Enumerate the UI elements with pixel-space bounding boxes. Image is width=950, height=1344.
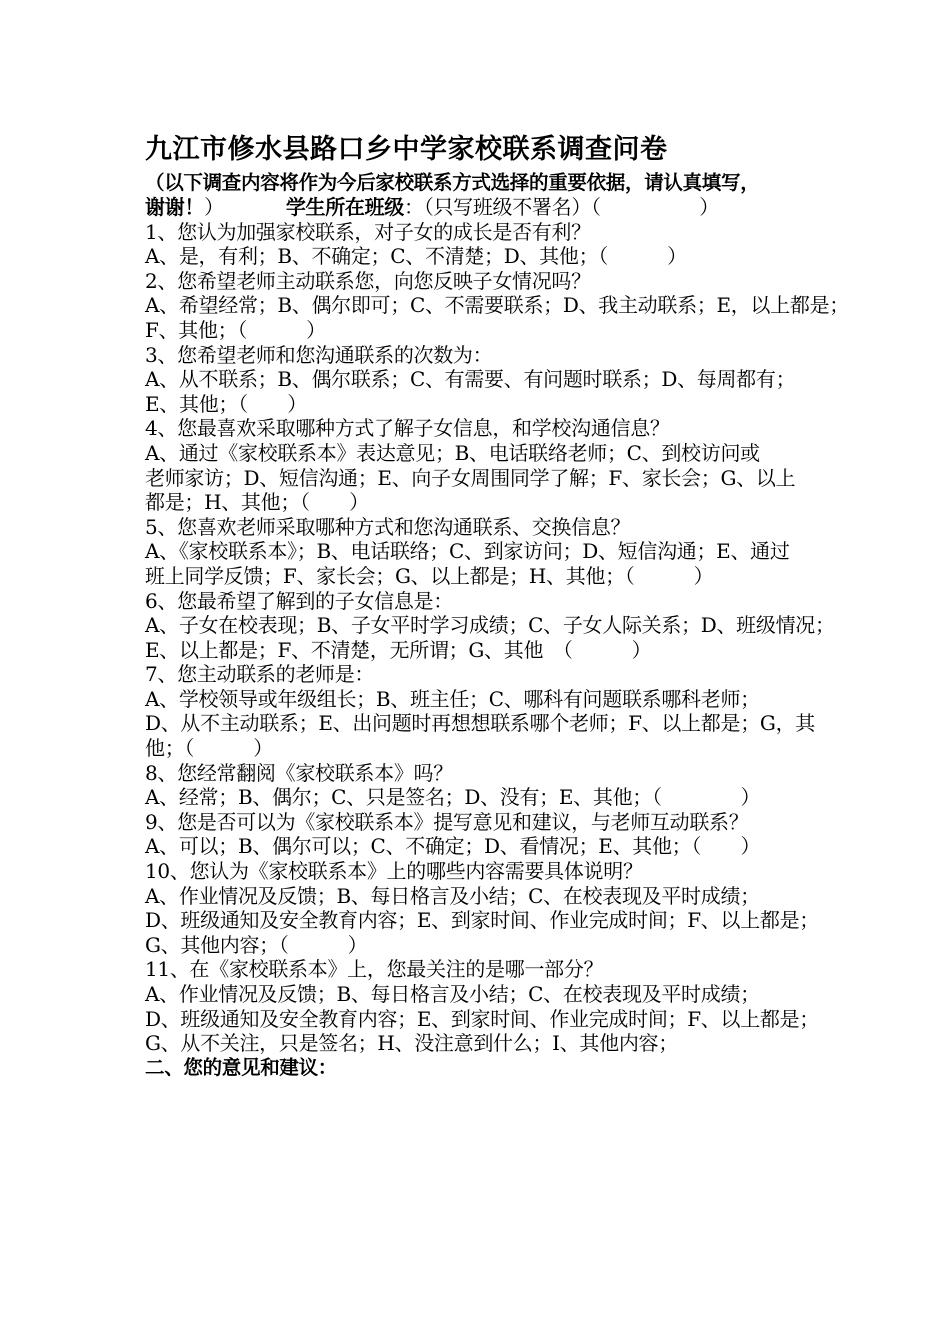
answer-options: G、其他内容；（ ） xyxy=(145,932,368,957)
section-2-heading: 二、您的意见和建议： xyxy=(145,1055,338,1079)
answer-options: 他；（ ） xyxy=(145,736,273,761)
page-title: 九江市修水县路口乡中学家校联系调查问卷 xyxy=(145,134,668,165)
answer-options: A、通过《家校联系本》表达意见；B、电话联络老师；C、到校访问或 xyxy=(145,440,760,465)
question-text: 5、您喜欢老师采取哪种方式和您沟通联系、交换信息？ xyxy=(145,514,631,539)
answer-options: A、是，有利；B、不确定；C、不清楚；D、其他；（ ） xyxy=(145,244,687,269)
answer-options: A、子女在校表现；B、子女平时学习成绩；C、子女人际关系；D、班级情况； xyxy=(145,613,835,638)
question-text: 11、在《家校联系本》上，您最关注的是哪一部分？ xyxy=(145,957,604,982)
answer-options: A、《家校联系本》；B、电话联络；C、到家访问；D、短信沟通；E、通过 xyxy=(145,539,790,564)
question-text: 7、您主动联系的老师是： xyxy=(145,662,375,687)
answer-options: A、作业情况及反馈；B、每日格言及小结；C、在校表现及平时成绩； xyxy=(145,883,760,908)
question-text: 6、您最希望了解到的子女信息是： xyxy=(145,588,453,613)
question-list xyxy=(145,219,849,1056)
thanks-text: 谢谢！ xyxy=(145,195,205,219)
intro-close-paren: ） xyxy=(204,195,224,219)
answer-options: A、希望经常；B、偶尔即可；C、不需要联系；D、我主动联系；E，以上都是； xyxy=(145,293,849,318)
question-text: 10、您认为《家校联系本》上的哪些内容需要具体说明？ xyxy=(145,859,643,884)
class-note: ：（只写班级不署名）（ ） xyxy=(404,195,719,219)
class-label: 学生所在班级 xyxy=(285,195,405,219)
answer-options: D、从不主动联系；E、出问题时再想想联系哪个老师；F、以上都是；G，其 xyxy=(145,711,815,736)
answer-options: A、从不联系；B、偶尔联系；C、有需要、有问题时联系；D、每周都有； xyxy=(145,367,796,392)
question-text: 4、您最喜欢采取哪种方式了解子女信息，和学校沟通信息？ xyxy=(145,416,670,441)
answer-options: 老师家访；D、短信沟通；E、向子女周围同学了解；F、家长会；G、以上 xyxy=(145,465,796,490)
question-text: 3、您希望老师和您沟通联系的次数为： xyxy=(145,342,493,367)
intro-note: （以下调查内容将作为今后家校联系方式选择的重要依据，请认真填写， xyxy=(145,171,760,194)
answer-options: G、从不关注，只是签名；H、没注意到什么；I、其他内容； xyxy=(145,1031,678,1056)
answer-options: E、以上都是；F、不清楚，无所谓；G、其他 （ ） xyxy=(145,637,652,662)
survey-document xyxy=(145,130,849,1080)
class-info-line xyxy=(145,195,820,220)
answer-options: D、班级通知及安全教育内容；E、到家时间、作业完成时间；F、以上都是； xyxy=(145,1006,820,1031)
answer-options: D、班级通知及安全教育内容；E、到家时间、作业完成时间；F、以上都是； xyxy=(145,908,820,933)
answer-options: A、经常；B、偶尔；C、只是签名；D、没有；E、其他；（ ） xyxy=(145,785,761,810)
answer-options: A、可以；B、偶尔可以；C、不确定；D、看情况；E、其他；（ ） xyxy=(145,834,761,859)
question-text: 9、您是否可以为《家校联系本》提写意见和建议，与老师互动联系？ xyxy=(145,809,749,834)
answer-options: 都是；H、其他；（ ） xyxy=(145,490,369,515)
answer-options: F、其他；（ ） xyxy=(145,317,326,342)
answer-options: 班上同学反馈；F、家长会；G、以上都是；H、其他；（ ） xyxy=(145,563,714,588)
answer-options: A、作业情况及反馈；B、每日格言及小结；C、在校表现及平时成绩； xyxy=(145,982,760,1006)
question-text: 2、您希望老师主动联系您，向您反映子女情况吗？ xyxy=(145,268,591,293)
answer-options: E、其他；（ ） xyxy=(145,391,307,416)
question-text: 1、您认为加强家校联系，对子女的成长是否有利？ xyxy=(145,219,591,244)
answer-options: A、学校领导或年级组长；B、班主任；C、哪科有问题联系哪科老师； xyxy=(145,686,760,711)
question-text: 8、您经常翻阅《家校联系本》吗？ xyxy=(145,760,453,785)
